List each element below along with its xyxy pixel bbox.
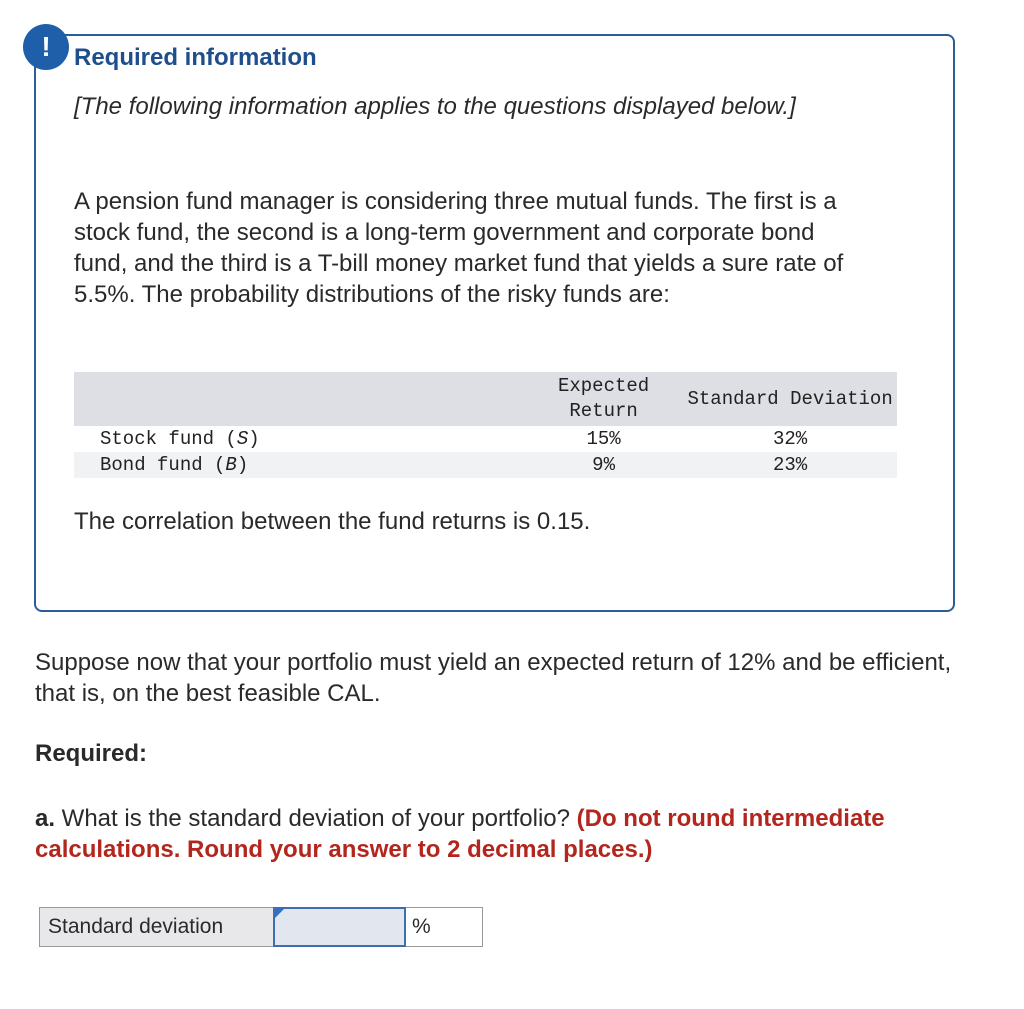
fund-distribution-table xyxy=(74,372,897,478)
correlation-text: The correlation between the fund returns is 0.15. xyxy=(74,508,591,535)
expected-return-value: 9% xyxy=(524,452,683,478)
part-letter: a. xyxy=(35,805,56,832)
part-a-question xyxy=(35,803,995,865)
info-body: A pension fund manager is considering three mutual funds. The first is a stock fund, the second is a long-term government and corporate bond fund, and the third is a T-bill money market fund that yields a sure rate of 5.5%. The probability distributions of the risky funds are: xyxy=(74,188,844,308)
table-row-stock-fund xyxy=(74,426,897,452)
header-standard-deviation: Standard Deviation xyxy=(683,372,897,426)
standard-deviation-input[interactable] xyxy=(273,907,406,947)
header-fund xyxy=(74,372,524,426)
answer-label: Standard deviation xyxy=(39,907,273,947)
std-dev-value: 23% xyxy=(683,452,897,478)
percent-unit: % xyxy=(406,907,483,947)
std-dev-value: 32% xyxy=(683,426,897,452)
expected-return-value: 15% xyxy=(524,426,683,452)
info-title: Required information xyxy=(74,44,317,71)
fund-name: Stock fund (S) xyxy=(74,426,524,452)
answer-input-wrapper xyxy=(273,907,406,947)
header-expected-return: Expected Return xyxy=(524,372,683,426)
table-row-bond-fund xyxy=(74,452,897,478)
required-label: Required: xyxy=(35,740,148,767)
question-text: Suppose now that your portfolio must yield an expected return of 12% and be efficient, that is, on the best feasible CAL. xyxy=(35,649,952,707)
table-header-row xyxy=(74,372,897,426)
answer-row xyxy=(39,907,483,947)
part-a-text: What is the standard deviation of your portfolio? xyxy=(55,805,577,832)
info-note: [The following information applies to the questions displayed below.] xyxy=(74,93,796,120)
rounding-instruction: (Do not round intermediate calculations. Round your answer to 2 decimal places.) xyxy=(35,805,885,863)
fund-name: Bond fund (B) xyxy=(74,452,524,478)
alert-icon: ! xyxy=(23,24,69,70)
